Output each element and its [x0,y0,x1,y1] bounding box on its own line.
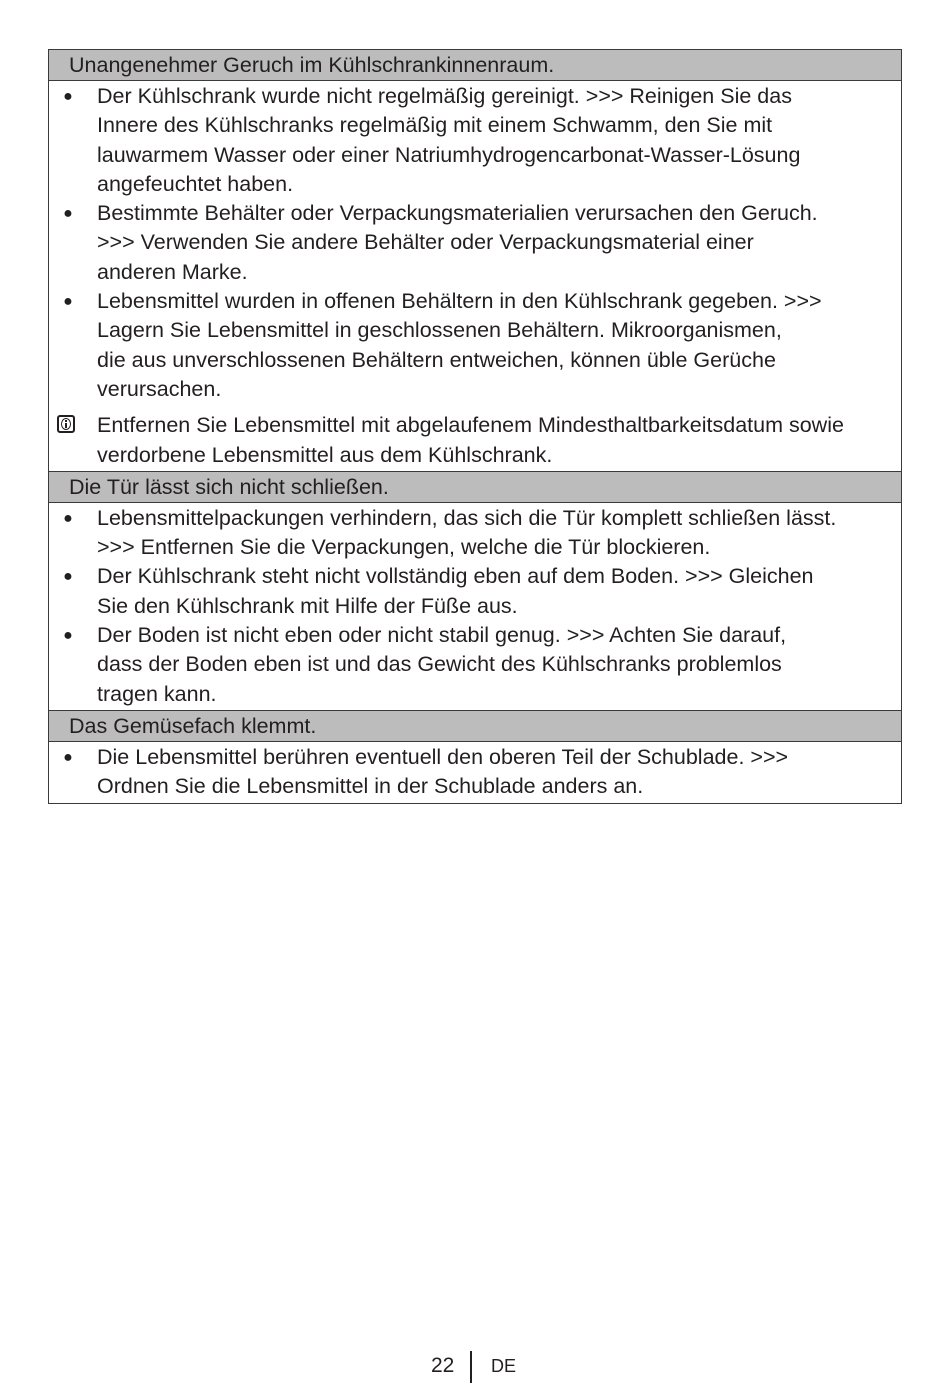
text-line: Der Kühlschrank wurde nicht regelmäßig gereinigt. >>> Reinigen Sie das [97,84,792,108]
text-line: verdorbene Lebensmittel aus dem Kühlschrank. [97,442,553,467]
list-item [49,621,901,709]
list-item [49,504,901,563]
text-line: Entfernen Sie Lebensmittel mit abgelaufenem Mindesthaltbarkeitsdatum sowie [97,413,844,438]
text-line: >>> Verwenden Sie andere Behälter oder Verpackungsmaterial einer [97,230,754,255]
bullet-icon: ● [63,293,73,311]
list-item [49,562,901,621]
bullet-icon: ● [63,205,73,223]
section-body [49,503,901,710]
text-line: Bestimmte Behälter oder Verpackungsmaterialien verursachen den Geruch. [97,201,818,226]
bullet-icon: ● [63,568,73,586]
footer-divider [470,1351,472,1383]
page-footer [0,1349,950,1383]
text-line: verursachen. [97,376,222,401]
text-line: Innere des Kühlschranks regelmäßig mit einem Schwamm, den Sie mit [97,113,773,138]
info-icon [57,415,75,433]
bullet-icon: ● [63,88,73,105]
language-code: DE [491,1356,517,1376]
troubleshooting-table [48,49,902,804]
text-line: Ordnen Sie die Lebensmittel in der Schublade anders an. [97,774,644,799]
bullet-icon: ● [63,627,73,645]
list-item [49,199,901,287]
text-line: anderen Marke. [97,259,248,284]
text-line: angefeuchtet haben. [97,171,294,196]
text-line: die aus unverschlossenen Behältern entweichen, können üble Gerüche [97,347,776,372]
list-item [49,287,901,404]
section-header: Die Tür lässt sich nicht schließen. [49,471,901,503]
bullet-icon: ● [63,748,73,766]
list-item [49,82,901,199]
section-body [49,81,901,471]
section-header: Das Gemüsefach klemmt. [49,710,901,742]
bullet-icon: ● [63,509,73,527]
text-line: Der Boden ist nicht eben oder nicht stabil genug. >>> Achten Sie darauf, [97,623,787,648]
info-note [49,411,901,470]
text-line: dass der Boden eben ist und das Gewicht des Kühlschranks problemlos [97,652,782,677]
section-body [49,742,901,803]
page-number: 22 [431,1354,455,1377]
text-line: lauwarmem Wasser oder einer Natriumhydrogencarbonat-Wasser-Lösung [97,142,801,167]
text-line: Der Kühlschrank steht nicht vollständig eben auf dem Boden. >>> Gleichen [97,564,814,589]
text-line: Sie den Kühlschrank mit Hilfe der Füße aus. [97,593,518,618]
text-line: Lagern Sie Lebensmittel in geschlossenen Behältern. Mikroorganismen, [97,318,782,343]
text-line: Lebensmittelpackungen verhindern, das sich die Tür komplett schließen lässt. [97,505,837,530]
text-line: >>> Entfernen Sie die Verpackungen, welche die Tür blockieren. [97,535,711,560]
text-line: Lebensmittel wurden in offenen Behältern in den Kühlschrank gegeben. >>> [97,289,822,314]
text-line: Die Lebensmittel berühren eventuell den oberen Teil der Schublade. >>> [97,744,789,769]
section-header: Unangenehmer Geruch im Kühlschrankinnenraum. [49,50,901,81]
text-line: tragen kann. [97,681,217,706]
list-item [49,743,901,802]
